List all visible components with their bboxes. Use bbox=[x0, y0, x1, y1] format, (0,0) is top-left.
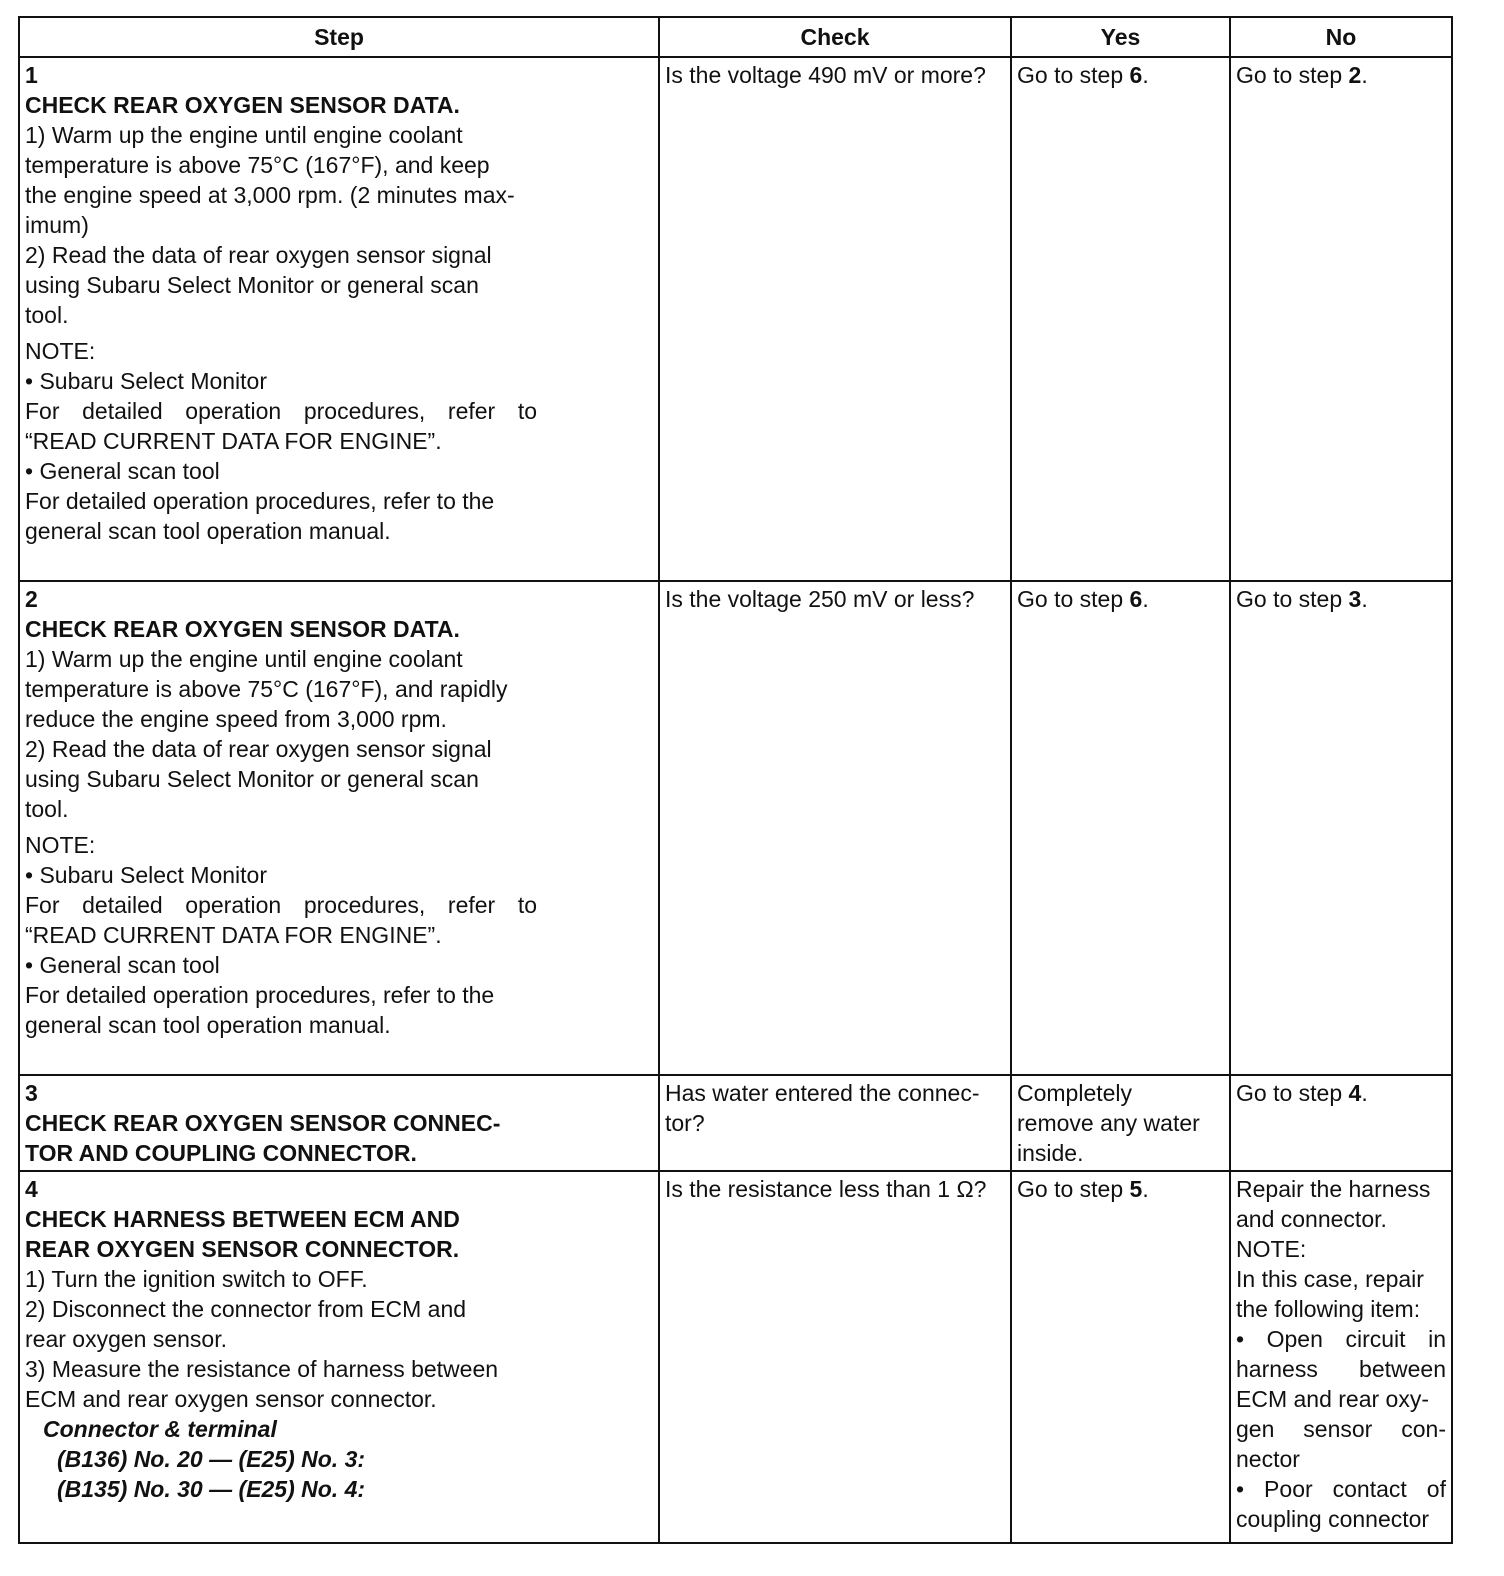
check-text: Is the voltage 250 mV or less? bbox=[665, 586, 975, 612]
no-step-ref: 3 bbox=[1348, 586, 1362, 612]
note-text: For detailed operation procedures, refer to bbox=[25, 398, 537, 424]
no-text: Repair the harness bbox=[1236, 1176, 1431, 1202]
step-text: temperature is above 75°C (167°F), and rapidly bbox=[25, 676, 508, 702]
step-cell bbox=[19, 581, 659, 1075]
note-text: For detailed operation procedures, refer to the bbox=[25, 982, 495, 1008]
step-number: 4 bbox=[25, 1176, 38, 1202]
step-text: 1) Warm up the engine until engine coolant bbox=[25, 646, 463, 672]
note-text: general scan tool operation manual. bbox=[25, 1012, 391, 1038]
no-text: the following item: bbox=[1236, 1296, 1421, 1322]
yes-text: remove any water bbox=[1017, 1110, 1200, 1136]
yes-cell bbox=[1011, 1075, 1230, 1171]
step-text: using Subaru Select Monitor or general scan bbox=[25, 272, 479, 298]
note-text: For detailed operation procedures, refer to bbox=[25, 892, 537, 918]
step-number: 1 bbox=[25, 62, 38, 88]
step-title: CHECK REAR OXYGEN SENSOR CONNEC- bbox=[25, 1110, 501, 1136]
yes-step-ref: 6 bbox=[1129, 586, 1143, 612]
note-text: “READ CURRENT DATA FOR ENGINE”. bbox=[25, 428, 442, 454]
step-title: CHECK REAR OXYGEN SENSOR DATA. bbox=[25, 616, 460, 642]
no-cell bbox=[1230, 1171, 1452, 1543]
step-text: ECM and rear oxygen sensor connector. bbox=[25, 1386, 437, 1412]
no-text: NOTE: bbox=[1236, 1236, 1307, 1262]
step-text: 1) Turn the ignition switch to OFF. bbox=[25, 1266, 368, 1292]
header-row bbox=[19, 17, 1452, 57]
check-cell bbox=[659, 57, 1011, 581]
header-no: No bbox=[1230, 17, 1452, 57]
yes-text: Completely bbox=[1017, 1080, 1133, 1106]
check-text: Has water entered the connec- bbox=[665, 1080, 980, 1106]
no-cell: Go to step 4. bbox=[1230, 1075, 1452, 1171]
table-row bbox=[19, 1171, 1452, 1543]
no-text: gen sensor con- bbox=[1236, 1416, 1446, 1442]
step-text: 3) Measure the resistance of harness between bbox=[25, 1356, 499, 1382]
connector-terminal: (B135) No. 30 — (E25) No. 4: bbox=[57, 1476, 366, 1502]
no-step-ref: 2 bbox=[1348, 62, 1362, 88]
table-row bbox=[19, 581, 1452, 1075]
step-number: 2 bbox=[25, 586, 38, 612]
step-title: CHECK HARNESS BETWEEN ECM AND bbox=[25, 1206, 460, 1232]
connector-heading: Connector & terminal bbox=[43, 1416, 277, 1442]
step-text: 1) Warm up the engine until engine coolant bbox=[25, 122, 463, 148]
note-bullet: • General scan tool bbox=[25, 458, 220, 484]
step-text: temperature is above 75°C (167°F), and keep bbox=[25, 152, 490, 178]
note-text: general scan tool operation manual. bbox=[25, 518, 391, 544]
note-text: For detailed operation procedures, refer to the bbox=[25, 488, 495, 514]
check-text: Is the resistance less than 1 Ω? bbox=[665, 1176, 987, 1202]
yes-cell: Go to step 6. bbox=[1011, 57, 1230, 581]
no-step-ref: 4 bbox=[1348, 1080, 1362, 1106]
no-cell: Go to step 2. bbox=[1230, 57, 1452, 581]
step-cell bbox=[19, 1075, 659, 1171]
no-text: In this case, repair bbox=[1236, 1266, 1424, 1292]
no-text: nector bbox=[1236, 1446, 1300, 1472]
note-label: NOTE: bbox=[25, 832, 96, 858]
check-cell bbox=[659, 1171, 1011, 1543]
yes-step-ref: 5 bbox=[1129, 1176, 1143, 1202]
table-row bbox=[19, 57, 1452, 581]
step-number: 3 bbox=[25, 1080, 38, 1106]
check-text: Is the voltage 490 mV or more? bbox=[665, 62, 986, 88]
step-text: tool. bbox=[25, 302, 69, 328]
no-text: and connector. bbox=[1236, 1206, 1387, 1232]
yes-cell: Go to step 5. bbox=[1011, 1171, 1230, 1543]
check-cell bbox=[659, 1075, 1011, 1171]
yes-cell: Go to step 6. bbox=[1011, 581, 1230, 1075]
step-title: REAR OXYGEN SENSOR CONNECTOR. bbox=[25, 1236, 460, 1262]
note-label: NOTE: bbox=[25, 338, 96, 364]
no-text: ECM and rear oxy- bbox=[1236, 1386, 1430, 1412]
step-title: TOR AND COUPLING CONNECTOR. bbox=[25, 1140, 417, 1166]
no-text: • Open circuit in bbox=[1236, 1326, 1446, 1352]
step-text: tool. bbox=[25, 796, 69, 822]
yes-step-ref: 6 bbox=[1129, 62, 1143, 88]
note-text: “READ CURRENT DATA FOR ENGINE”. bbox=[25, 922, 442, 948]
no-text: coupling connector bbox=[1236, 1506, 1430, 1532]
diagnostic-table bbox=[18, 16, 1453, 1544]
step-text: the engine speed at 3,000 rpm. (2 minutes max- bbox=[25, 182, 515, 208]
connector-terminal: (B136) No. 20 — (E25) No. 3: bbox=[57, 1446, 366, 1472]
step-text: rear oxygen sensor. bbox=[25, 1326, 228, 1352]
step-text: imum) bbox=[25, 212, 89, 238]
header-yes: Yes bbox=[1011, 17, 1230, 57]
step-text: 2) Read the data of rear oxygen sensor signal bbox=[25, 242, 492, 268]
check-cell bbox=[659, 581, 1011, 1075]
step-text: reduce the engine speed from 3,000 rpm. bbox=[25, 706, 447, 732]
note-bullet: • General scan tool bbox=[25, 952, 220, 978]
note-bullet: • Subaru Select Monitor bbox=[25, 862, 268, 888]
no-cell: Go to step 3. bbox=[1230, 581, 1452, 1075]
yes-text: inside. bbox=[1017, 1140, 1084, 1166]
header-step: Step bbox=[19, 17, 659, 57]
step-text: using Subaru Select Monitor or general scan bbox=[25, 766, 479, 792]
step-title: CHECK REAR OXYGEN SENSOR DATA. bbox=[25, 92, 460, 118]
note-bullet: • Subaru Select Monitor bbox=[25, 368, 268, 394]
no-text: • Poor contact of bbox=[1236, 1476, 1446, 1502]
table-row bbox=[19, 1075, 1452, 1171]
step-text: 2) Read the data of rear oxygen sensor signal bbox=[25, 736, 492, 762]
step-cell bbox=[19, 1171, 659, 1543]
header-check: Check bbox=[659, 17, 1011, 57]
step-text: 2) Disconnect the connector from ECM and bbox=[25, 1296, 467, 1322]
check-text: tor? bbox=[665, 1110, 705, 1136]
step-cell bbox=[19, 57, 659, 581]
no-text: harness between bbox=[1236, 1356, 1446, 1382]
